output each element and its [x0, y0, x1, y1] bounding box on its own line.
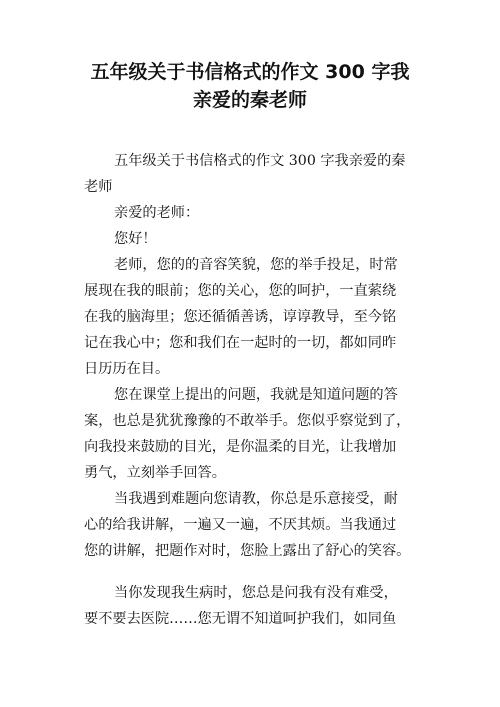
greeting: 您好！	[114, 231, 157, 247]
paragraph-line: 当我遇到难题向您请教，你总是乐意接受，耐	[114, 491, 398, 507]
paragraph	[84, 226, 434, 252]
salutation: 亲爱的老师：	[114, 205, 200, 221]
paragraph	[84, 148, 434, 200]
paragraph-line: 您在课堂上提出的问题，我就是知道问题的答	[114, 387, 398, 403]
paragraph-line: 老师	[84, 179, 113, 195]
paragraph	[84, 252, 434, 382]
paragraph-gap	[84, 564, 434, 580]
document-title	[0, 58, 500, 114]
title-line-1: 五年级关于书信格式的作文 300 字我	[90, 61, 410, 83]
paragraph-line: 向我投来鼓励的目光，是你温柔的目光，让我增加	[84, 439, 397, 455]
paragraph-line: 当你发现我生病时，您总是问我有没有难受，	[114, 585, 398, 601]
paragraph	[84, 200, 434, 226]
document-body	[84, 148, 434, 632]
paragraph	[84, 580, 434, 632]
paragraph-line: 记在我心中；您和我们在一起时的一切，都如同昨	[84, 335, 397, 351]
paragraph-line: 心的给我讲解，一遍又一遍，不厌其烦。当我通过	[84, 517, 397, 533]
paragraph-line: 日历历在目。	[84, 361, 170, 377]
paragraph-line: 在我的脑海里；您还循循善诱，谆谆教导，至今铭	[84, 309, 397, 325]
paragraph	[84, 382, 434, 486]
paragraph-line: 老师，您的的音容笑貌，您的举手投足，时常	[114, 257, 398, 273]
paragraph-line: 五年级关于书信格式的作文 300 字我亲爱的秦	[114, 153, 406, 169]
title-line-2: 亲爱的秦老师	[192, 89, 307, 111]
paragraph-line: 案，也总是犹犹豫豫的不敢举手。您似乎察觉到了，	[84, 413, 411, 429]
paragraph	[84, 486, 434, 564]
paragraph-line: 展现在我的眼前；您的关心，您的呵护，一直萦绕	[84, 283, 397, 299]
paragraph-line: 勇气，立刻举手回答。	[84, 465, 226, 481]
paragraph-line: 您的讲解，把题作对时，您脸上露出了舒心的笑容。	[84, 543, 411, 559]
paragraph-line: 要不要去医院……您无谓不知道呵护我们，如同鱼	[84, 611, 397, 627]
